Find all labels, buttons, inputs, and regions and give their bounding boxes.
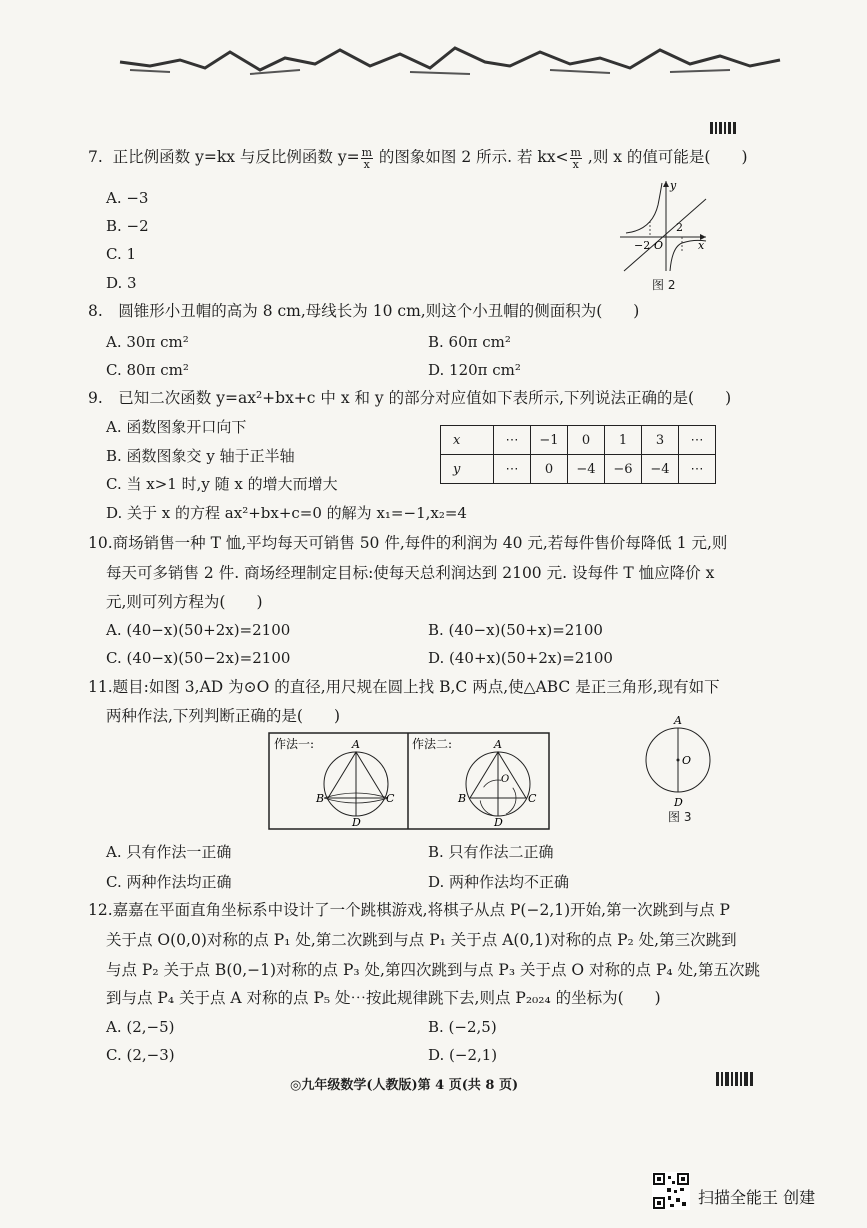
method-2-label: 作法二: — [412, 737, 453, 751]
m2-point-o: O — [501, 774, 510, 785]
q11-option-d: D. 两种作法均不正确 — [428, 873, 570, 891]
table-cell: −6 — [605, 455, 642, 484]
figure-2-graph — [612, 175, 712, 275]
table-cell: 0 — [531, 455, 568, 484]
barcode-top — [710, 122, 736, 134]
q10-option-c: C. (40−x)(50−2x)=2100 — [106, 649, 291, 667]
m1-point-a: A — [352, 738, 360, 751]
fig2-neg2-label: −2 — [634, 239, 651, 252]
fig2-y-label: y — [670, 179, 677, 192]
q9-option-a: A. 函数图象开口向下 — [106, 418, 247, 436]
q8-option-b: B. 60π cm² — [428, 333, 511, 351]
table-row — [441, 426, 716, 455]
m1-point-b: B — [316, 792, 325, 805]
table-cell: y — [441, 455, 494, 484]
fig2-origin-label: O — [654, 239, 664, 252]
question-10-line-1: 10.商场销售一种 T 恤,平均每天可销售 50 件,每件的利润为 40 元,若每件售价每降低 1 元,则 — [88, 534, 728, 552]
m2-point-b: B — [458, 792, 467, 805]
m2-point-a: A — [494, 738, 502, 751]
q7-option-a: A. −3 — [106, 189, 149, 207]
fig2-x-label: x — [698, 239, 705, 252]
q11-option-c: C. 两种作法均正确 — [106, 873, 232, 891]
method-1-label: 作法一: — [274, 737, 315, 751]
table-cell: −4 — [568, 455, 605, 484]
m2-point-d: D — [494, 816, 503, 829]
q7-text-mid: 的图象如图 2 所示. 若 kx< — [374, 148, 569, 166]
q7-number: 7. — [88, 148, 103, 166]
q8-option-d: D. 120π cm² — [428, 361, 521, 379]
fig3-point-d: D — [674, 796, 683, 809]
q9-value-table — [440, 425, 716, 484]
question-11-line-2: 两种作法,下列判断正确的是( ) — [106, 707, 341, 725]
question-8: 8. 圆锥形小丑帽的高为 8 cm,母线长为 10 cm,则这个小丑帽的侧面积为( ) — [88, 302, 640, 320]
q11-option-a: A. 只有作法一正确 — [106, 843, 232, 861]
page-footer: ◎九年级数学(人教版)第 4 页(共 8 页) — [290, 1078, 519, 1093]
q7-option-c: C. 1 — [106, 245, 137, 263]
table-cell: ⋯ — [494, 455, 531, 484]
q10-option-d: D. (40+x)(50+2x)=2100 — [428, 649, 613, 667]
q7-fraction-2: $\frac{m}{x}$ — [570, 145, 581, 171]
scanner-watermark: 扫描全能王 创建 — [698, 1188, 816, 1207]
q8-option-c: C. 80π cm² — [106, 361, 189, 379]
m1-point-d: D — [352, 816, 361, 829]
table-cell: −1 — [531, 426, 568, 455]
q8-option-a: A. 30π cm² — [106, 333, 189, 351]
q9-option-d: D. 关于 x 的方程 ax²+bx+c=0 的解为 x₁=−1,x₂=4 — [106, 504, 467, 522]
table-cell: 3 — [642, 426, 679, 455]
torn-header-scribble — [110, 40, 790, 80]
table-cell: ⋯ — [494, 426, 531, 455]
q7-fraction-1: $\frac{m}{x}$ — [361, 145, 372, 171]
fig2-pos2-label: 2 — [676, 221, 683, 234]
q7-option-d: D. 3 — [106, 274, 137, 292]
table-cell: 1 — [605, 426, 642, 455]
question-10-line-2: 每天可多销售 2 件. 商场经理制定目标:使每天总利润达到 2100 元. 设每件 T 恤应降价 x — [106, 564, 715, 582]
question-10-line-3: 元,则可列方程为( ) — [106, 593, 263, 611]
q7-text-post: ,则 x 的值可能是( ) — [582, 148, 748, 166]
question-12-line-2: 关于点 O(0,0)对称的点 P₁ 处,第二次跳到与点 P₁ 关于点 A(0,1)对称的点 P₂ 处,第三次跳到 — [106, 931, 737, 949]
q9-option-b: B. 函数图象交 y 轴于正半轴 — [106, 447, 295, 465]
q12-option-a: A. (2,−5) — [106, 1018, 175, 1036]
table-row — [441, 455, 716, 484]
q12-option-c: C. (2,−3) — [106, 1046, 175, 1064]
question-12-line-1: 12.嘉嘉在平面直角坐标系中设计了一个跳棋游戏,将棋子从点 P(−2,1)开始,第一次跳到与点 P — [88, 901, 730, 919]
fig3-point-o: O — [682, 754, 692, 767]
m2-point-c: C — [528, 792, 537, 805]
figure-3-caption: 图 3 — [668, 810, 692, 824]
q7-option-b: B. −2 — [106, 217, 149, 235]
table-cell: 0 — [568, 426, 605, 455]
q7-text-pre: 正比例函数 y=kx 与反比例函数 y= — [112, 148, 360, 166]
fig3-point-a: A — [674, 714, 682, 727]
m1-point-c: C — [386, 792, 395, 805]
q11-methods-box — [268, 732, 550, 830]
figure-3-circle — [640, 712, 720, 810]
question-11-line-1: 11.题目:如图 3,AD 为⊙O 的直径,用尺规在圆上找 B,C 两点,使△ABC 是正三角形,现有如下 — [88, 678, 720, 696]
table-cell: ⋯ — [679, 455, 716, 484]
q10-option-b: B. (40−x)(50+x)=2100 — [428, 621, 603, 639]
table-cell: −4 — [642, 455, 679, 484]
q12-option-b: B. (−2,5) — [428, 1018, 497, 1036]
barcode-bottom — [716, 1072, 754, 1086]
table-cell: x — [441, 426, 494, 455]
q10-option-a: A. (40−x)(50+2x)=2100 — [106, 621, 291, 639]
qr-code-icon — [652, 1172, 690, 1210]
q9-option-c: C. 当 x>1 时,y 随 x 的增大而增大 — [106, 475, 338, 493]
figure-2-caption: 图 2 — [652, 278, 676, 292]
question-12-line-3: 与点 P₂ 关于点 B(0,−1)对称的点 P₃ 处,第四次跳到与点 P₃ 关于点 O 对称的点 P₄ 处,第五次跳 — [106, 961, 760, 979]
question-7 — [88, 146, 748, 170]
table-cell: ⋯ — [679, 426, 716, 455]
question-9: 9. 已知二次函数 y=ax²+bx+c 中 x 和 y 的部分对应值如下表所示,下列说法正确的是( ) — [88, 389, 732, 407]
question-12-line-4: 到与点 P₄ 关于点 A 对称的点 P₅ 处⋯按此规律跳下去,则点 P₂₀₂₄ 的坐标为( ) — [106, 989, 661, 1007]
q12-option-d: D. (−2,1) — [428, 1046, 498, 1064]
q11-option-b: B. 只有作法二正确 — [428, 843, 554, 861]
